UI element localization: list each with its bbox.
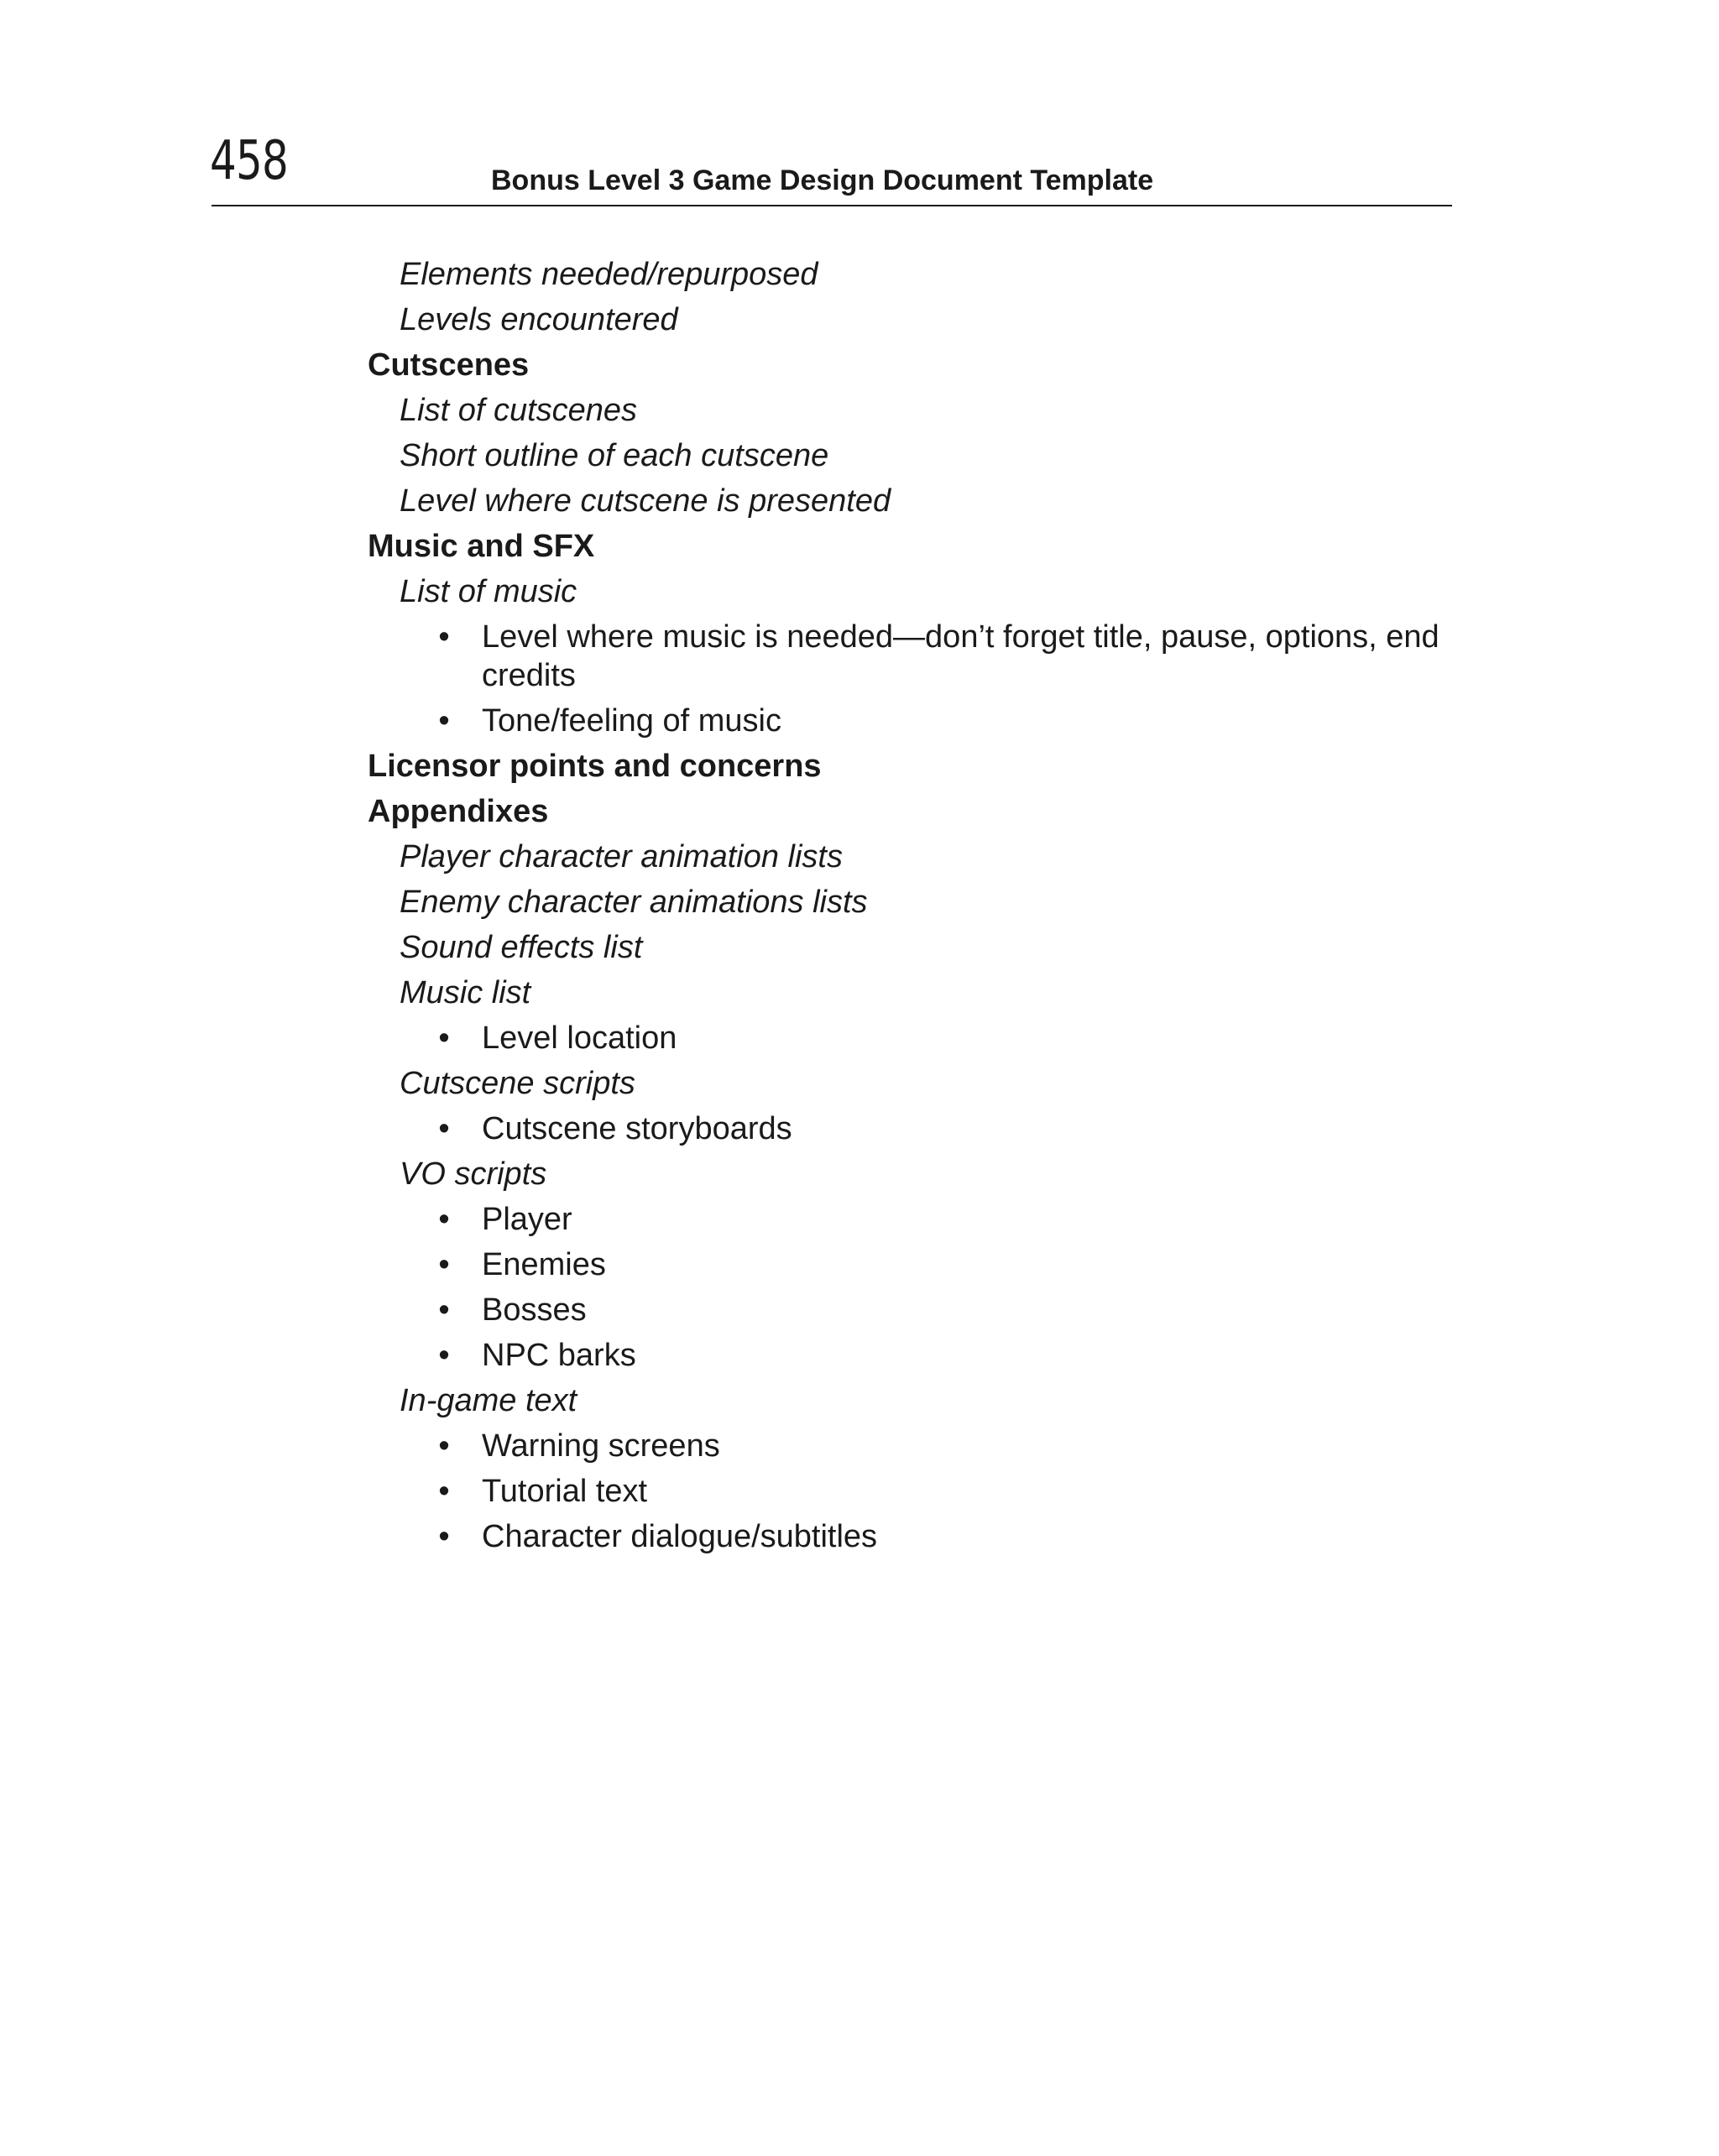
- bullet-item: [368, 1333, 1489, 1378]
- bullet-icon: •: [438, 1519, 450, 1554]
- bullet-icon: •: [438, 1247, 450, 1282]
- bullet-text: Enemies: [482, 1247, 606, 1282]
- bullet-icon: •: [438, 1292, 450, 1328]
- section-heading: Appendixes: [368, 794, 549, 829]
- bullet-icon: •: [438, 1111, 450, 1146]
- outline-subitem: Cutscene scripts: [400, 1066, 635, 1101]
- outline-subitem: In-game text: [400, 1383, 577, 1418]
- bullet-text: Warning screens: [482, 1428, 720, 1464]
- bullet-icon: •: [438, 1338, 450, 1373]
- bullet-item: [368, 1106, 1489, 1151]
- bullet-item: [368, 1514, 1489, 1559]
- outline-subitem: List of music: [400, 574, 577, 609]
- outline-content: [368, 252, 1459, 1559]
- bullet-item: [368, 1197, 1489, 1242]
- outline-subitem: List of cutscenes: [400, 393, 638, 428]
- bullet-icon: •: [438, 1428, 450, 1464]
- running-head: Bonus Level 3 Game Design Document Template: [491, 164, 1154, 196]
- bullet-icon: •: [438, 619, 450, 655]
- header-rule: [212, 205, 1452, 206]
- bullet-item: [368, 698, 1489, 744]
- outline-subitem: Music list: [400, 975, 531, 1010]
- bullet-item: [368, 1423, 1489, 1469]
- section-heading: Cutscenes: [368, 347, 530, 383]
- bullet-text: NPC barks: [482, 1338, 636, 1373]
- bullet-text: Level location: [482, 1021, 677, 1056]
- bullet-text: Cutscene storyboards: [482, 1111, 792, 1146]
- bullet-icon: •: [438, 703, 450, 739]
- bullet-icon: •: [438, 1021, 450, 1056]
- bullet-item: [368, 1287, 1489, 1333]
- bullet-text: Level where music is needed—don’t forget title, pause, options, end credits: [482, 619, 1439, 693]
- bullet-text: Player: [482, 1202, 572, 1237]
- bullet-icon: •: [438, 1202, 450, 1237]
- page-number: 458: [210, 130, 288, 192]
- section-heading: Licensor points and concerns: [368, 749, 822, 784]
- bullet-item: [368, 1242, 1489, 1287]
- bullet-item: [368, 1015, 1489, 1061]
- bullet-text: Tutorial text: [482, 1474, 648, 1509]
- outline-subitem: Short outline of each cutscene: [400, 438, 829, 473]
- section-heading: Music and SFX: [368, 529, 595, 564]
- outline-subitem: VO scripts: [400, 1156, 547, 1192]
- bullet-text: Tone/feeling of music: [482, 703, 781, 739]
- outline-subitem: Player character animation lists: [400, 839, 843, 874]
- outline-subitem: Sound effects list: [400, 930, 643, 965]
- outline-subitem: Level where cutscene is presented: [400, 483, 891, 519]
- bullet-text: Character dialogue/subtitles: [482, 1519, 878, 1554]
- outline-subitem: Elements needed/repurposed: [400, 257, 818, 292]
- outline-subitem: Levels encountered: [400, 302, 678, 337]
- bullet-item: [368, 614, 1489, 698]
- bullet-icon: •: [438, 1474, 450, 1509]
- bullet-text: Bosses: [482, 1292, 587, 1328]
- outline-subitem: Enemy character animations lists: [400, 885, 868, 920]
- bullet-item: [368, 1469, 1489, 1514]
